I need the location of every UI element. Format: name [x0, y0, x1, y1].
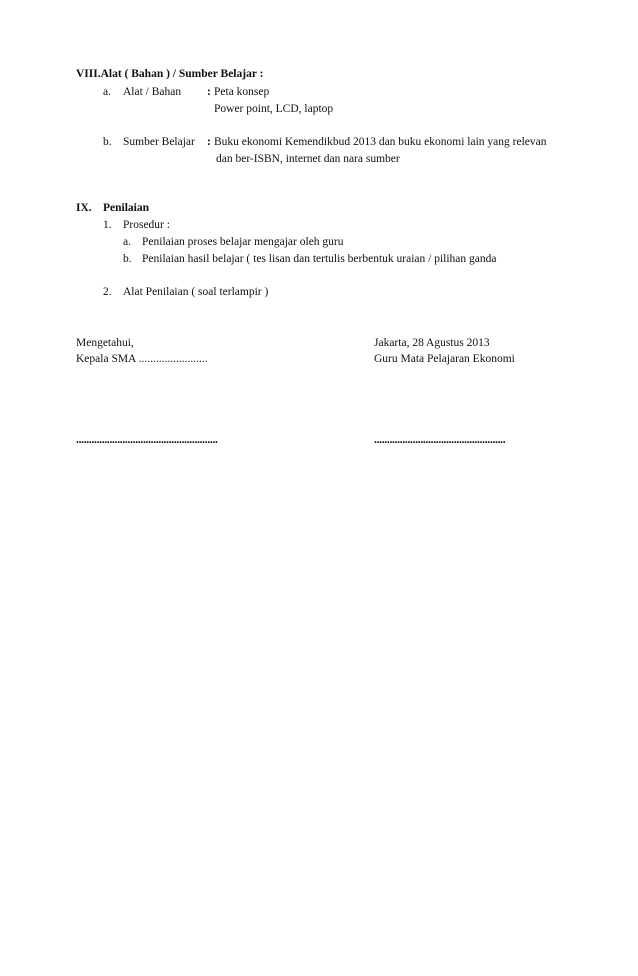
signature-right-dots: ................................................... [374, 434, 506, 446]
sub-a-marker: a. [123, 236, 131, 248]
item-1-marker: 1. [103, 219, 112, 231]
item-b-value-2: dan ber-ISBN, internet dan nara sumber [216, 153, 400, 165]
item-a-value-1: Peta konsep [214, 86, 270, 98]
section-9-number: IX. [76, 202, 92, 214]
item-a-marker: a. [103, 86, 111, 98]
item-1-label: Prosedur : [123, 219, 170, 231]
signature-right-line-1: Jakarta, 28 Agustus 2013 [374, 337, 490, 349]
item-a-separator: : [207, 86, 211, 98]
item-b-separator: : [207, 136, 211, 148]
sub-b-marker: b. [123, 253, 132, 265]
item-2-marker: 2. [103, 286, 112, 298]
sub-a-text: Penilaian proses belajar mengajar oleh guru [142, 236, 344, 248]
sub-b-text: Penilaian hasil belajar ( tes lisan dan tertulis berbentuk uraian / pilihan ganda [142, 253, 497, 265]
signature-left-dots: ....................................................... [76, 434, 218, 446]
section-8-heading: VIII.Alat ( Bahan ) / Sumber Belajar : [76, 68, 264, 80]
item-2-label: Alat Penilaian ( soal terlampir ) [123, 286, 269, 298]
signature-right-line-2: Guru Mata Pelajaran Ekonomi [374, 353, 515, 365]
signature-left-line-2: Kepala SMA ........................ [76, 353, 208, 365]
item-a-value-2: Power point, LCD, laptop [214, 103, 334, 115]
item-b-label: Sumber Belajar [123, 136, 195, 148]
signature-left-line-1: Mengetahui, [76, 337, 134, 349]
item-b-value-1: Buku ekonomi Kemendikbud 2013 dan buku ekonomi lain yang relevan [214, 136, 547, 148]
section-9-title: Penilaian [103, 202, 150, 214]
item-b-marker: b. [103, 136, 112, 148]
item-a-label: Alat / Bahan [123, 86, 182, 98]
